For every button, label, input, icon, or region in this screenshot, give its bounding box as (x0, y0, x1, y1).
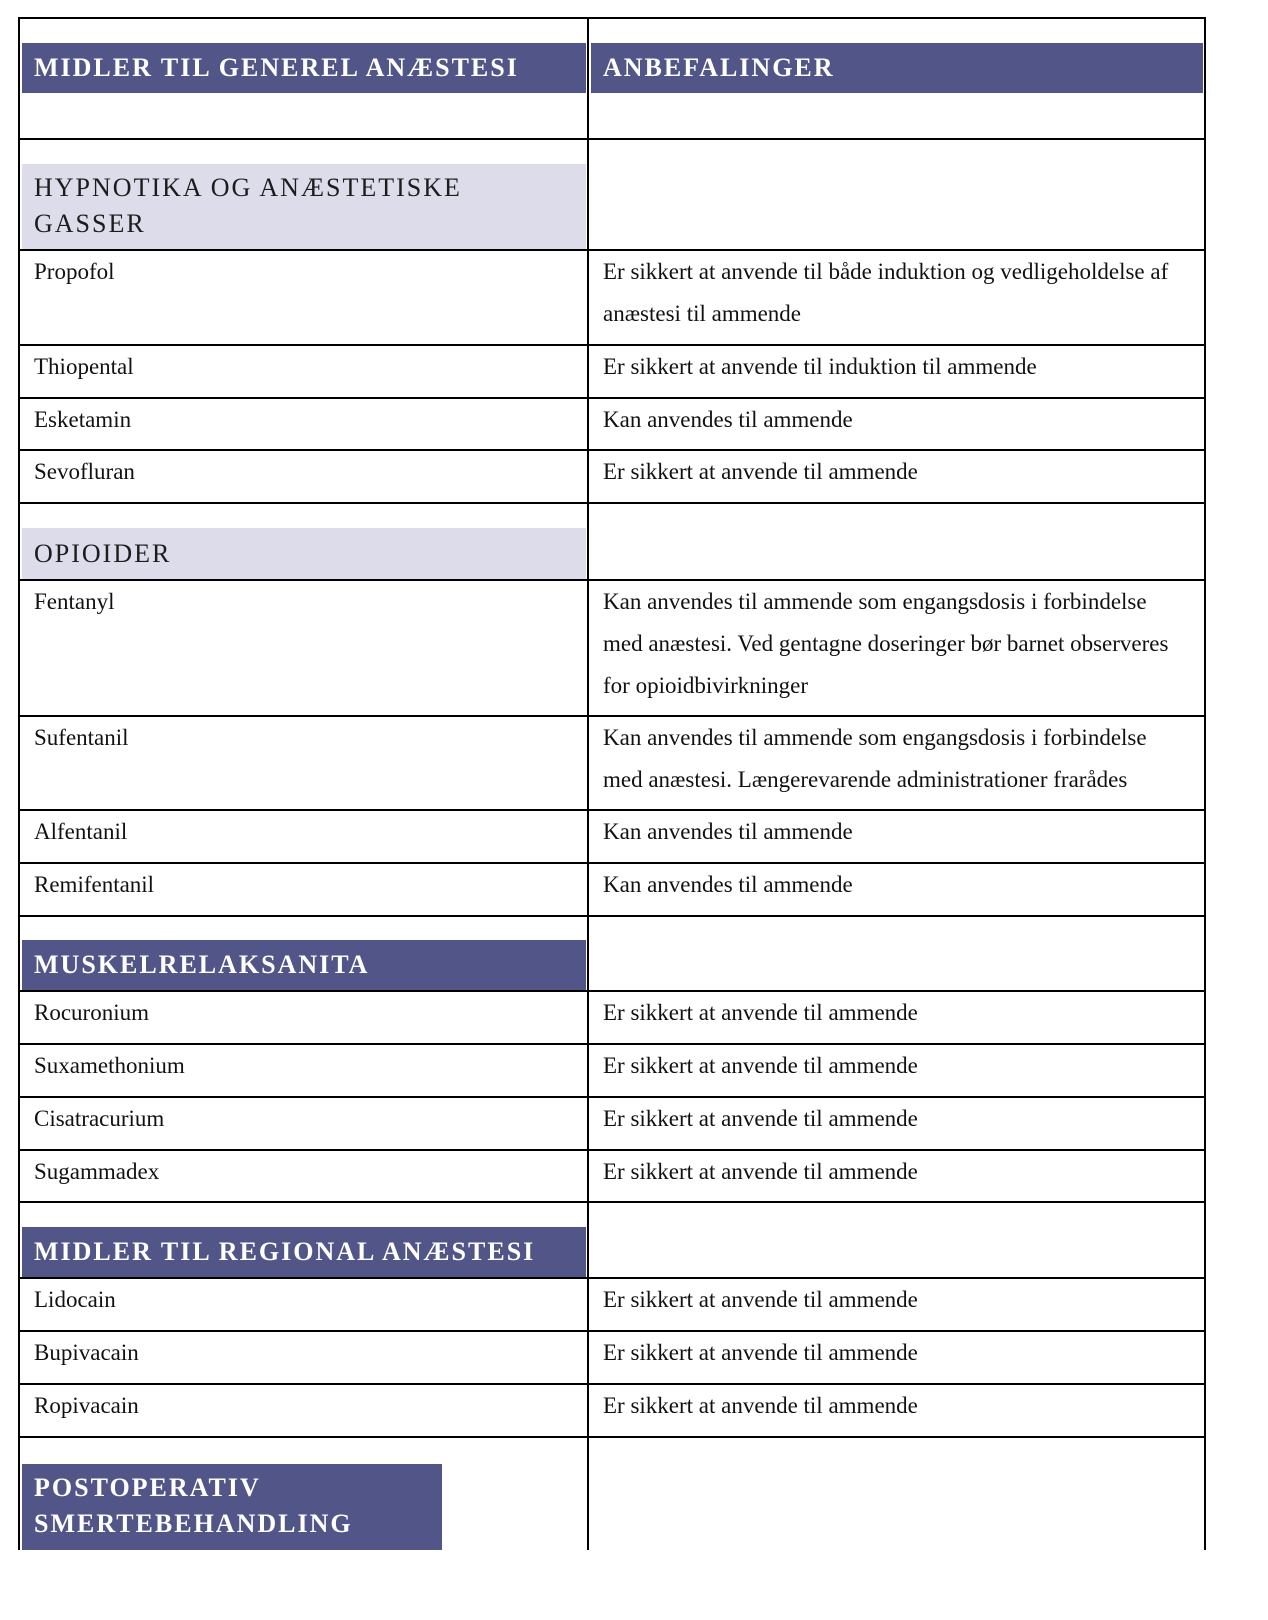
table-row (18, 581, 1206, 717)
table-row (18, 251, 1206, 346)
section-row (18, 504, 1206, 581)
header-agents: MIDLER TIL GENEREL ANÆSTESI (22, 43, 586, 93)
section-title: HYPNOTIKA OG ANÆSTETISKE GASSER (22, 164, 586, 249)
agent-cell: Propofol (18, 251, 589, 344)
agent-cell: Sevofluran (18, 451, 589, 502)
agent-cell: Rocuronium (18, 992, 589, 1043)
recommendation-cell: Er sikkert at anvende til både induktion og vedligeholdelse af anæstesi til ammende (589, 251, 1206, 344)
agent-cell: Ropivacain (18, 1385, 589, 1436)
recommendation-cell: Kan anvendes til ammende (589, 864, 1206, 915)
recommendation-cell: Kan anvendes til ammende (589, 399, 1206, 449)
recommendation-cell: Er sikkert at anvende til ammende (589, 1151, 1206, 1201)
agent-cell: Fentanyl (18, 581, 589, 715)
table-row (18, 346, 1206, 399)
table-row (18, 864, 1206, 917)
table-row (18, 811, 1206, 864)
recommendation-cell: Er sikkert at anvende til ammende (589, 1385, 1206, 1436)
section-row (18, 140, 1206, 251)
section-row (18, 917, 1206, 992)
agent-cell: Thiopental (18, 346, 589, 397)
table-row (18, 1151, 1206, 1203)
section-title: OPIOIDER (22, 528, 586, 579)
recommendation-cell: Kan anvendes til ammende som engangsdosis i forbindelse med anæstesi. Længerevarende administrationer frarådes (589, 717, 1206, 809)
table-header-row (18, 17, 1206, 140)
agent-cell: Cisatracurium (18, 1098, 589, 1149)
table-row (18, 992, 1206, 1045)
recommendation-cell: Er sikkert at anvende til ammende (589, 1279, 1206, 1330)
section-title: POSTOPERATIV SMERTEBEHANDLING (22, 1464, 442, 1550)
table-row (18, 451, 1206, 504)
section-row (18, 1438, 1206, 1550)
table-row (18, 1098, 1206, 1151)
table-row (18, 1332, 1206, 1385)
table-row (18, 399, 1206, 451)
recommendation-cell: Kan anvendes til ammende (589, 811, 1206, 862)
recommendation-cell: Er sikkert at anvende til ammende (589, 451, 1206, 502)
section-row (18, 1203, 1206, 1279)
header-cell-agents (18, 19, 589, 138)
recommendation-cell: Kan anvendes til ammende som engangsdosis i forbindelse med anæstesi. Ved gentagne doseringer bør barnet observeres for opioidbivirkninger (589, 581, 1206, 715)
recommendation-cell: Er sikkert at anvende til induktion til ammende (589, 346, 1206, 397)
section-title: MUSKELRELAKSANITA (22, 940, 586, 990)
table-row (18, 717, 1206, 811)
agent-cell: Alfentanil (18, 811, 589, 862)
agent-cell: Sufentanil (18, 717, 589, 809)
table-row (18, 1045, 1206, 1098)
agent-cell: Sugammadex (18, 1151, 589, 1201)
recommendation-cell: Er sikkert at anvende til ammende (589, 1045, 1206, 1096)
recommendation-cell: Er sikkert at anvende til ammende (589, 1332, 1206, 1383)
header-recommendations: ANBEFALINGER (591, 43, 1203, 93)
recommendations-table (18, 17, 1206, 1550)
agent-cell: Remifentanil (18, 864, 589, 915)
agent-cell: Bupivacain (18, 1332, 589, 1383)
table-row (18, 1385, 1206, 1438)
header-cell-recommendations (589, 19, 1206, 138)
agent-cell: Esketamin (18, 399, 589, 449)
table-row (18, 1279, 1206, 1332)
section-title: MIDLER TIL REGIONAL ANÆSTESI (22, 1227, 586, 1277)
recommendation-cell: Er sikkert at anvende til ammende (589, 992, 1206, 1043)
recommendation-cell: Er sikkert at anvende til ammende (589, 1098, 1206, 1149)
agent-cell: Suxamethonium (18, 1045, 589, 1096)
agent-cell: Lidocain (18, 1279, 589, 1330)
